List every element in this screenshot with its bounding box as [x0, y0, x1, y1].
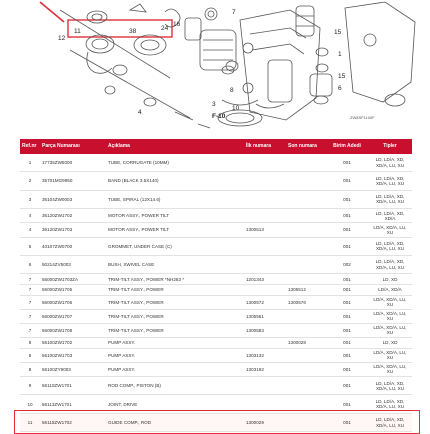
cell-first-number: 1303132	[244, 348, 286, 362]
cell-last-number: 1305512	[286, 284, 326, 295]
cell-ref: 7	[20, 295, 40, 309]
cell-quantity: 001	[326, 323, 368, 337]
cell-quantity: 001	[326, 274, 368, 285]
diagram-callout: 6	[338, 85, 342, 92]
cell-first-number	[244, 338, 286, 349]
diagram-callout: 12	[58, 35, 66, 42]
diagram-callout: 10	[232, 105, 240, 112]
cell-quantity: 001	[326, 413, 368, 431]
cell-types: LD, LD/A, XD, XD/A, LU, XU	[368, 377, 412, 395]
cell-first-number: 1201343	[244, 274, 286, 285]
diagram-callout: 24	[161, 25, 169, 32]
cell-last-number	[286, 362, 326, 376]
cell-part-number: 56000ZW1708	[40, 323, 106, 337]
cell-part-number: 40107ZW0700	[40, 237, 106, 255]
cell-first-number	[244, 284, 286, 295]
cell-ref: 1	[20, 154, 40, 172]
cell-last-number: 1300028	[286, 338, 326, 349]
col-header-ref: Ref.nr	[20, 139, 40, 154]
cell-first-number: 1300029	[244, 413, 286, 431]
cell-first-number	[244, 209, 286, 223]
cell-description: TRIM-TILT ASSY., POWER *NH283 *	[106, 274, 244, 285]
cell-quantity: 001	[326, 284, 368, 295]
cell-last-number	[286, 209, 326, 223]
cell-last-number	[286, 154, 326, 172]
cell-description: JOINT, DRIVE	[106, 395, 244, 413]
cell-first-number	[244, 255, 286, 273]
cell-first-number: 1300583	[244, 323, 286, 337]
cell-last-number	[286, 323, 326, 337]
parts-table-container	[20, 139, 412, 432]
cell-description: TUBE, SPIRAL (12X14.6)	[106, 190, 244, 208]
cell-part-number: 36120ZW1703	[40, 223, 106, 237]
parts-diagram	[0, 0, 430, 132]
table-row[interactable]	[20, 309, 412, 323]
table-row[interactable]	[20, 223, 412, 237]
cell-first-number: 1300513	[244, 223, 286, 237]
cell-types: LD, LD/A, XD, XD/A, LU, XU	[368, 190, 412, 208]
cell-ref: 10	[20, 395, 40, 413]
diagram-callout: 1	[338, 51, 342, 58]
cell-ref: 7	[20, 309, 40, 323]
cell-part-number: 56100ZW1703	[40, 348, 106, 362]
table-header-row	[20, 139, 412, 154]
cell-quantity: 001	[326, 295, 368, 309]
cell-ref: 8	[20, 362, 40, 376]
cell-ref: 11	[20, 413, 40, 431]
cell-quantity: 001	[326, 377, 368, 395]
cell-quantity: 001	[326, 209, 368, 223]
cell-types: LD, LD/A, XD, XD/A, LU, XU	[368, 154, 412, 172]
cell-ref: 9	[20, 377, 40, 395]
cell-last-number	[286, 190, 326, 208]
table-row[interactable]	[20, 377, 412, 395]
cell-types: LD/A, XD/A, LU, XU	[368, 323, 412, 337]
table-row[interactable]	[20, 323, 412, 337]
cell-description: PUMP ASSY.	[106, 362, 244, 376]
cell-description: PUMP ASSY.	[106, 348, 244, 362]
cell-ref: 8	[20, 348, 40, 362]
diagram-callout: 8	[230, 87, 234, 94]
cell-types: LD, XD	[368, 338, 412, 349]
cell-first-number	[244, 190, 286, 208]
cell-part-number: 56115ZW1702	[40, 413, 106, 431]
cell-description: BUSH, SWIVEL CASE	[106, 255, 244, 273]
diagram-callout: 15	[338, 73, 346, 80]
cell-types: LD, LD/A, XD, XD/A, LU, XU	[368, 395, 412, 413]
cell-quantity: 001	[326, 362, 368, 376]
cell-types: LD/A, XD/A, LU, XU	[368, 362, 412, 376]
table-row[interactable]	[20, 295, 412, 309]
cell-ref: 6	[20, 255, 40, 273]
cell-ref: 8	[20, 338, 40, 349]
table-row[interactable]	[20, 255, 412, 273]
cell-part-number: 56000ZW1706	[40, 295, 106, 309]
cell-first-number	[244, 172, 286, 190]
table-row[interactable]	[20, 362, 412, 376]
view-label: F-10	[212, 113, 226, 120]
cell-types: LD, XD	[368, 274, 412, 285]
col-header-types: Tipler	[368, 139, 412, 154]
cell-ref: 2	[20, 172, 40, 190]
cell-quantity: 001	[326, 154, 368, 172]
cell-part-number: 17735ZW5000	[40, 154, 106, 172]
table-row[interactable]	[20, 284, 412, 295]
cell-description: TUBE, CORRUGATE (10MM)	[106, 154, 244, 172]
cell-part-number: 50214ZV5003	[40, 255, 106, 273]
cell-description: TRIM-TILT ASSY., POWER	[106, 284, 244, 295]
cell-first-number: 1303192	[244, 362, 286, 376]
cell-part-number: 36104ZW0003	[40, 190, 106, 208]
table-row[interactable]	[20, 348, 412, 362]
cell-ref: 3	[20, 190, 40, 208]
cell-description: TRIM-TILT ASSY., POWER	[106, 323, 244, 337]
cell-ref: 7	[20, 323, 40, 337]
cell-part-number: 56000ZW1703ZA	[40, 274, 106, 285]
diagram-callout: 38	[129, 28, 137, 35]
table-row[interactable]	[20, 190, 412, 208]
cell-last-number	[286, 377, 326, 395]
cell-types: LD, LD/A, XD, XD/A, LU, XU	[368, 413, 412, 431]
cell-types: LD, LD/A, XD, XD/A	[368, 209, 412, 223]
cell-types: LD/A, XD/A, LU, XU	[368, 309, 412, 323]
cell-ref: 7	[20, 274, 40, 285]
table-row[interactable]	[20, 338, 412, 349]
cell-quantity: 001	[326, 338, 368, 349]
cell-ref: 5	[20, 237, 40, 255]
cell-types: LD, LD/A, XD, XD/A, LU, XU	[368, 255, 412, 273]
cell-first-number	[244, 154, 286, 172]
cell-quantity: 002	[326, 255, 368, 273]
cell-last-number	[286, 309, 326, 323]
diagram-callout: 7	[232, 9, 236, 16]
cell-quantity: 001	[326, 172, 368, 190]
cell-part-number: 56100ZW1702	[40, 338, 106, 349]
table-row[interactable]	[20, 274, 412, 285]
diagram-callout: 15	[334, 29, 342, 36]
col-header-part-number: Parça Numarası	[40, 139, 106, 154]
cell-description: MOTOR ASSY., POWER TILT	[106, 209, 244, 223]
cell-part-number: 56110ZW1701	[40, 377, 106, 395]
cell-types: LD/A, XD/A, LU, XU	[368, 295, 412, 309]
cell-part-number: 56113ZW1701	[40, 395, 106, 413]
cell-description: BAND (BLACK 3.5X140)	[106, 172, 244, 190]
diagram-callout: 4	[138, 109, 142, 116]
cell-first-number	[244, 237, 286, 255]
cell-types: LD/A, XD/A, LU, XU	[368, 348, 412, 362]
cell-description: PUMP ASSY.	[106, 338, 244, 349]
cell-part-number: 56100ZY9003	[40, 362, 106, 376]
cell-first-number: 1300572	[244, 295, 286, 309]
cell-description: MOTOR ASSY., POWER TILT	[106, 223, 244, 237]
cell-types: LD, LD/A, XD, XD/A, LU, XU	[368, 237, 412, 255]
table-row[interactable]	[20, 209, 412, 223]
diagram-callout: 16	[173, 21, 181, 28]
cell-part-number: 36120ZW1702	[40, 209, 106, 223]
cell-first-number	[244, 377, 286, 395]
table-row[interactable]	[20, 154, 412, 172]
cell-last-number	[286, 274, 326, 285]
diagram-callout: 3	[212, 101, 216, 108]
col-header-last-number: Son numara	[286, 139, 326, 154]
cell-quantity: 001	[326, 348, 368, 362]
cell-last-number	[286, 237, 326, 255]
cell-part-number: 56000ZW1705	[40, 284, 106, 295]
cell-last-number: 1300576	[286, 295, 326, 309]
cell-description: TRIM-TILT ASSY., POWER	[106, 309, 244, 323]
cell-quantity: 001	[326, 309, 368, 323]
cell-quantity: 001	[326, 395, 368, 413]
table-row[interactable]	[20, 237, 412, 255]
cell-last-number	[286, 255, 326, 273]
cell-ref: 4	[20, 223, 40, 237]
col-header-first-number: İlk numara	[244, 139, 286, 154]
cell-types: LD/A, XD/A, LU, XU	[368, 223, 412, 237]
cell-description: TRIM-TILT ASSY., POWER	[106, 295, 244, 309]
table-row[interactable]	[20, 172, 412, 190]
cell-quantity: 001	[326, 237, 368, 255]
cell-description: GROMMET, UNDER CASE (C)	[106, 237, 244, 255]
cell-last-number	[286, 348, 326, 362]
diagram-callout: 11	[74, 28, 81, 35]
cell-last-number	[286, 223, 326, 237]
cell-first-number: 1305561	[244, 309, 286, 323]
cell-ref: 7	[20, 284, 40, 295]
col-header-quantity: Birim Adedi	[326, 139, 368, 154]
cell-types: LD, LD/A, XD, XD/A, LU, XU	[368, 172, 412, 190]
highlight-box-row-11	[14, 410, 420, 434]
cell-part-number: 56000ZW1707	[40, 309, 106, 323]
cell-quantity: 001	[326, 190, 368, 208]
diagram-code: ZW8SF1100F	[350, 115, 375, 120]
cell-ref: 4	[20, 209, 40, 223]
cell-types: LD/A, XD/A	[368, 284, 412, 295]
cell-part-number: 35701MG9950	[40, 172, 106, 190]
cell-last-number	[286, 172, 326, 190]
col-header-description: Açıklama	[106, 139, 244, 154]
cell-description: ROD COMP., PISTON (B)	[106, 377, 244, 395]
cell-description: GUIDE COMP., ROD	[106, 413, 244, 431]
parts-table	[20, 139, 412, 432]
cell-quantity: 001	[326, 223, 368, 237]
